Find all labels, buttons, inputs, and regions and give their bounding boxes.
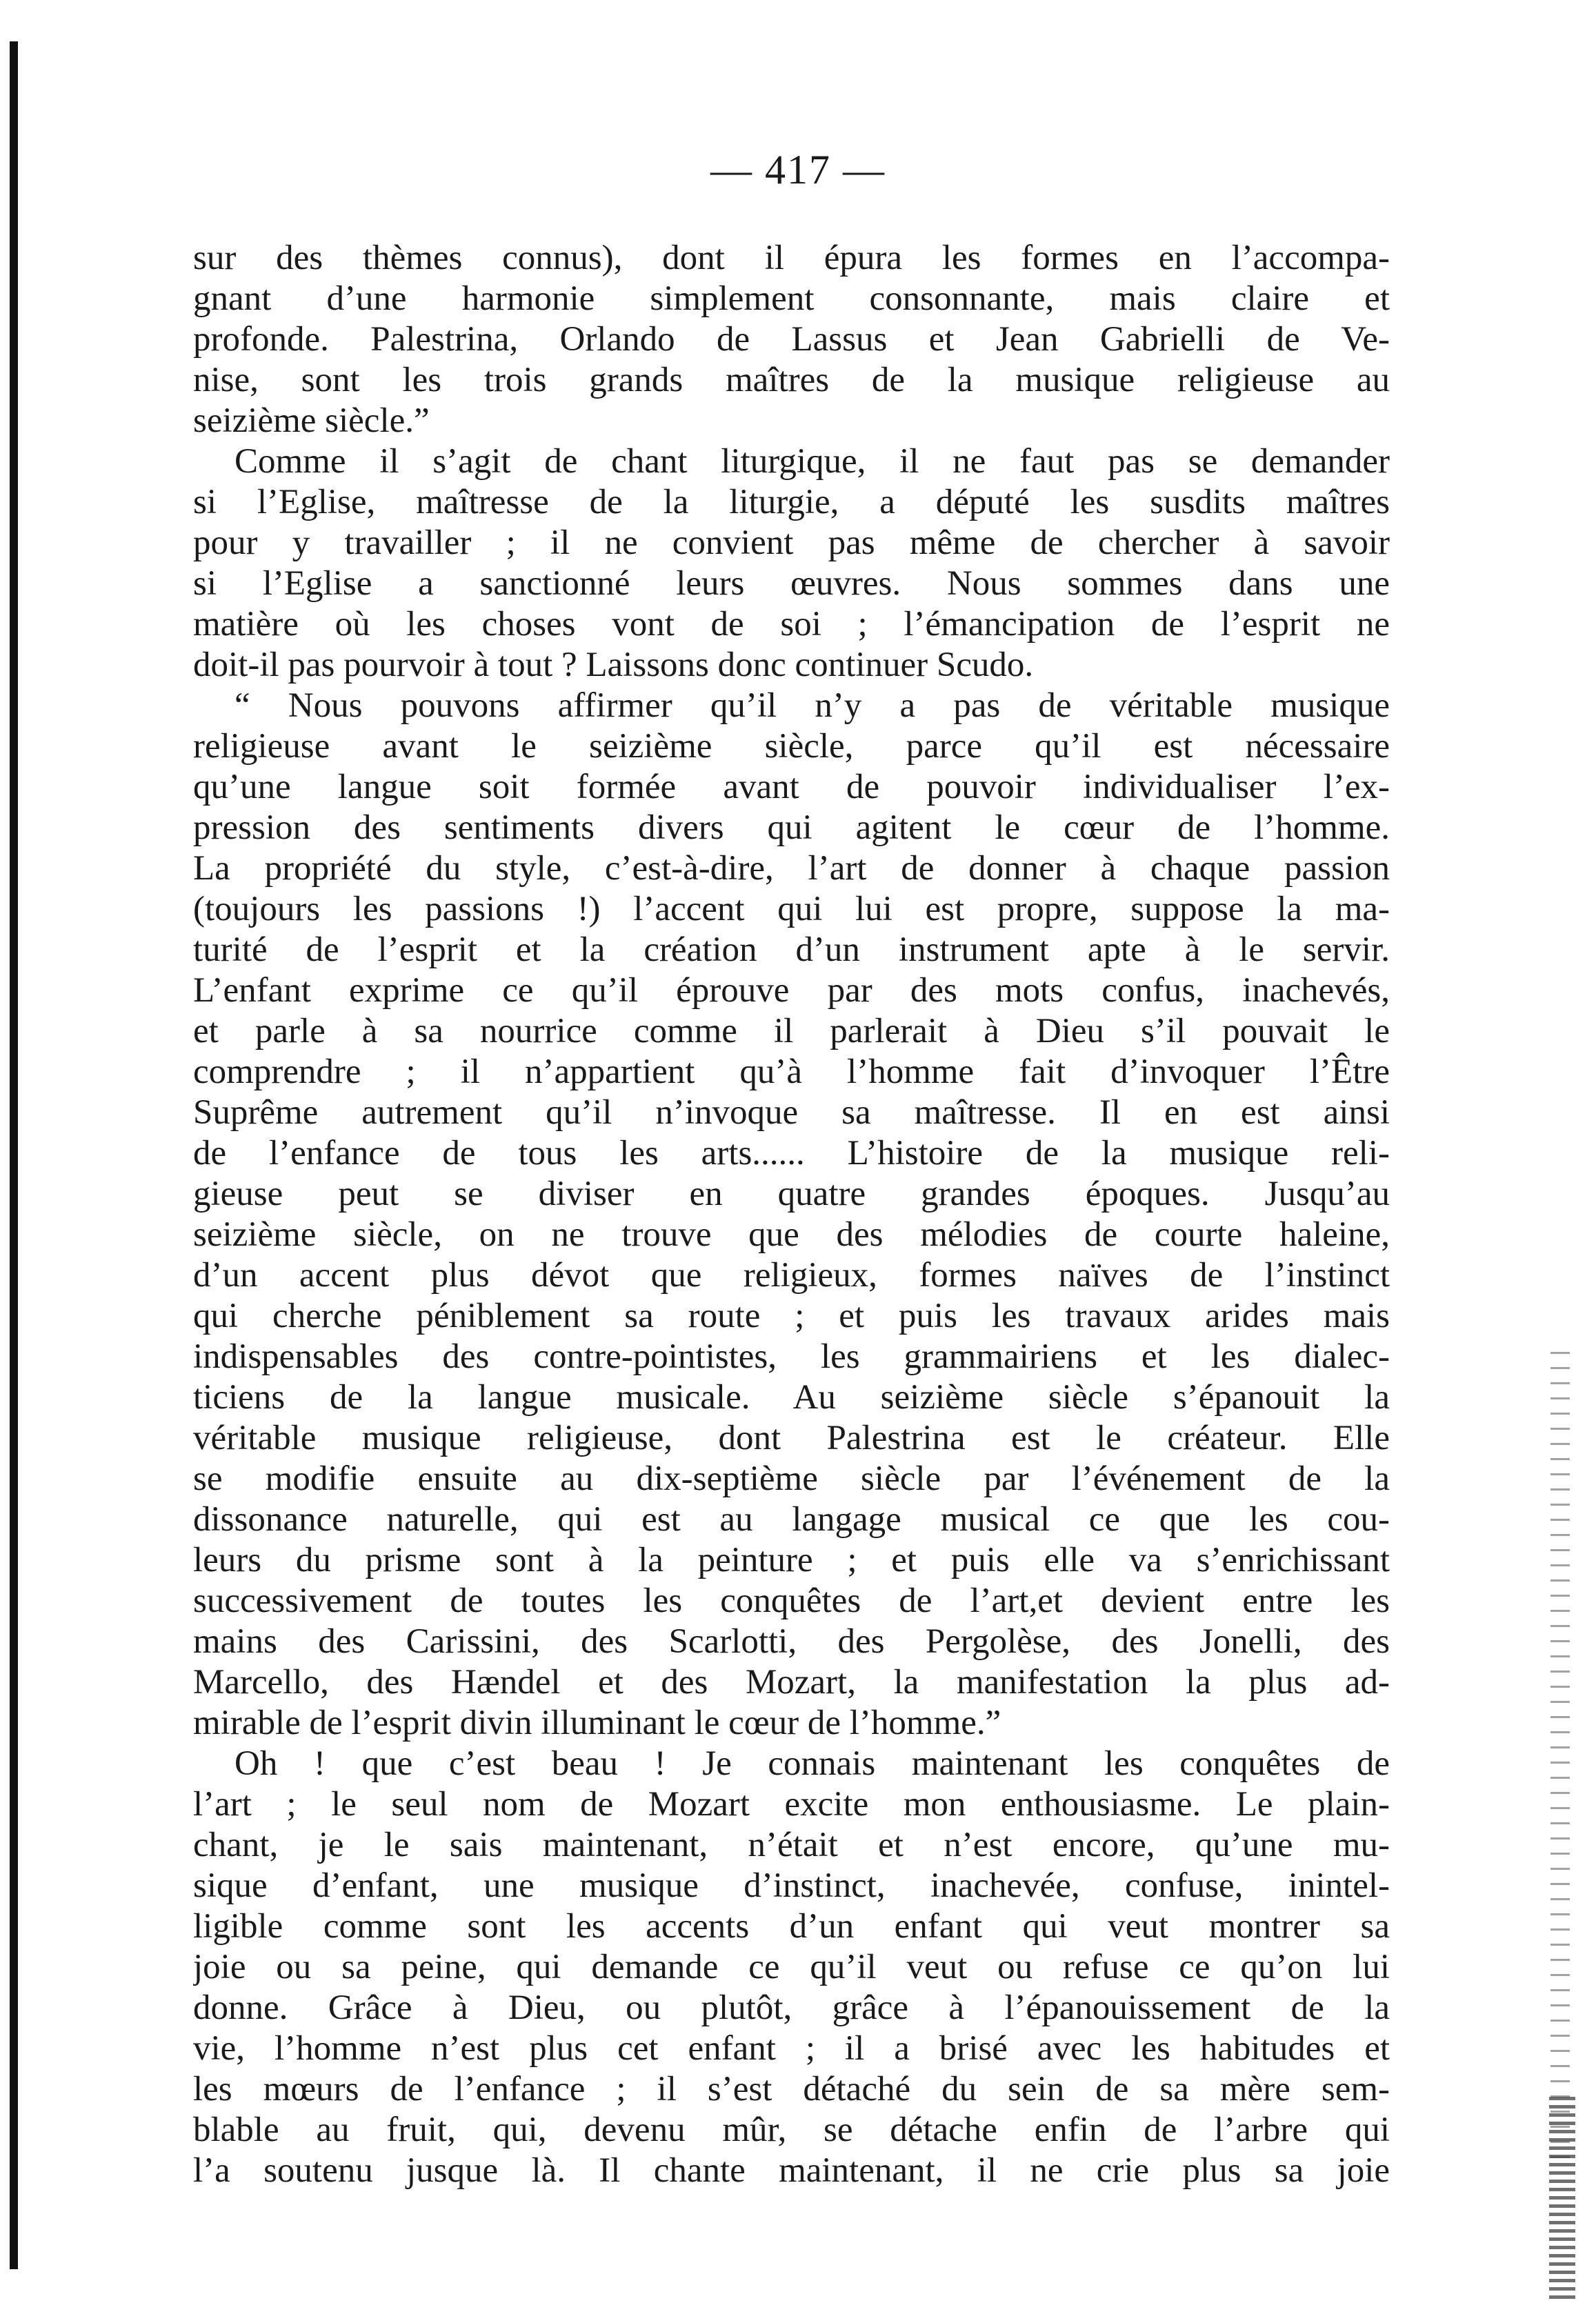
text-line: Oh ! que c’est beau ! Je connais maintenant les conquêtes de <box>235 1744 1390 1783</box>
text-line: l’a soutenu jusque là. Il chante maintenant, il ne crie plus sa joie <box>193 2151 1390 2190</box>
text-line: matière où les choses vont de soi ; l’émancipation de l’esprit ne <box>193 605 1390 644</box>
text-line: si l’Eglise, maîtresse de la liturgie, a député les susdits maîtres <box>193 483 1390 521</box>
text-line: mirable de l’esprit divin illuminant le cœur de l’homme.” <box>193 1704 1001 1742</box>
page-number: — 417 — <box>710 147 886 192</box>
text-line: pour y travailler ; il ne convient pas même de chercher à savoir <box>193 524 1390 562</box>
scan-edge-noise <box>1550 1352 1570 2166</box>
text-line: et parle à sa nourrice comme il parlerait à Dieu s’il pouvait le <box>193 1012 1390 1050</box>
text-line: de l’enfance de tous les arts...... L’histoire de la musique reli- <box>193 1134 1390 1173</box>
text-line: les mœurs de l’enfance ; il s’est détaché du sein de sa mère sem- <box>193 2070 1390 2108</box>
text-line: L’enfant exprime ce qu’il éprouve par des mots confus, inachevés, <box>193 971 1390 1010</box>
text-line: qui cherche péniblement sa route ; et puis les travaux arides mais <box>193 1297 1390 1335</box>
text-line: indispensables des contre-pointistes, les grammairiens et les dialec- <box>193 1337 1390 1376</box>
text-line: successivement de toutes les conquêtes de l’art,et devient entre les <box>193 1582 1390 1620</box>
page-binding-edge <box>10 41 18 2269</box>
text-line: religieuse avant le seizième siècle, parce qu’il est nécessaire <box>193 727 1390 766</box>
text-line: profonde. Palestrina, Orlando de Lassus et Jean Gabrielli de Ve- <box>193 320 1390 359</box>
text-line: nise, sont les trois grands maîtres de la musique religieuse au <box>193 361 1390 399</box>
text-line: donne. Grâce à Dieu, ou plutôt, grâce à l’épanouissement de la <box>193 1988 1390 2027</box>
text-line: Suprême autrement qu’il n’invoque sa maîtresse. Il en est ainsi <box>193 1093 1390 1132</box>
text-line: doit-il pas pourvoir à tout ? Laissons donc continuer Scudo. <box>193 646 1034 684</box>
scan-edge-noise-bottom <box>1549 2097 1575 2304</box>
text-line: gieuse peut se diviser en quatre grandes époques. Jusqu’au <box>193 1175 1390 1213</box>
text-line: si l’Eglise a sanctionné leurs œuvres. Nous sommes dans une <box>193 564 1390 603</box>
text-line: joie ou sa peine, qui demande ce qu’il veut ou refuse ce qu’on lui <box>193 1948 1390 1986</box>
text-line: l’art ; le seul nom de Mozart excite mon enthousiasme. Le plain- <box>193 1785 1390 1824</box>
text-line: gnant d’une harmonie simplement consonnante, mais claire et <box>193 279 1390 318</box>
text-line: comprendre ; il n’appartient qu’à l’homme fait d’invoquer l’Être <box>193 1053 1390 1091</box>
text-line: d’un accent plus dévot que religieux, formes naïves de l’instinct <box>193 1256 1390 1295</box>
text-line: vie, l’homme n’est plus cet enfant ; il a brisé avec les habitudes et <box>193 2029 1390 2068</box>
body-text <box>193 238 1390 2191</box>
text-line: blable au fruit, qui, devenu mûr, se détache enfin de l’arbre qui <box>193 2111 1390 2149</box>
text-line: (toujours les passions !) l’accent qui lui est propre, suppose la ma- <box>193 890 1390 928</box>
text-line: mains des Carissini, des Scarlotti, des Pergolèse, des Jonelli, des <box>193 1622 1390 1661</box>
text-line: sur des thèmes connus), dont il épura les formes en l’accompa- <box>193 239 1390 277</box>
text-line: seizième siècle, on ne trouve que des mélodies de courte haleine, <box>193 1215 1390 1254</box>
text-line: pression des sentiments divers qui agitent le cœur de l’homme. <box>193 808 1390 847</box>
text-line: sique d’enfant, une musique d’instinct, inachevée, confuse, inintel- <box>193 1866 1390 1905</box>
text-line: seizième siècle.” <box>193 401 430 440</box>
text-line: turité de l’esprit et la création d’un instrument apte à le servir. <box>193 930 1390 969</box>
text-line: dissonance naturelle, qui est au langage musical ce que les cou- <box>193 1500 1390 1539</box>
text-line: La propriété du style, c’est-à-dire, l’art de donner à chaque passion <box>193 849 1390 888</box>
text-line: ligible comme sont les accents d’un enfant qui veut montrer sa <box>193 1907 1390 1946</box>
text-line: ticiens de la langue musicale. Au seizième siècle s’épanouit la <box>193 1378 1390 1417</box>
text-line: qu’une langue soit formée avant de pouvoir individualiser l’ex- <box>193 768 1390 806</box>
text-line: “ Nous pouvons affirmer qu’il n’y a pas de véritable musique <box>235 686 1390 725</box>
text-line: leurs du prisme sont à la peinture ; et puis elle va s’enrichissant <box>193 1541 1390 1579</box>
text-line: se modifie ensuite au dix-septième siècle par l’événement de la <box>193 1459 1390 1498</box>
text-line: chant, je le sais maintenant, n’était et n’est encore, qu’une mu- <box>193 1826 1390 1864</box>
text-line: véritable musique religieuse, dont Palestrina est le créateur. Elle <box>193 1419 1390 1457</box>
text-line: Comme il s’agit de chant liturgique, il ne faut pas se demander <box>235 442 1390 481</box>
text-line: Marcello, des Hændel et des Mozart, la manifestation la plus ad- <box>193 1663 1390 1702</box>
